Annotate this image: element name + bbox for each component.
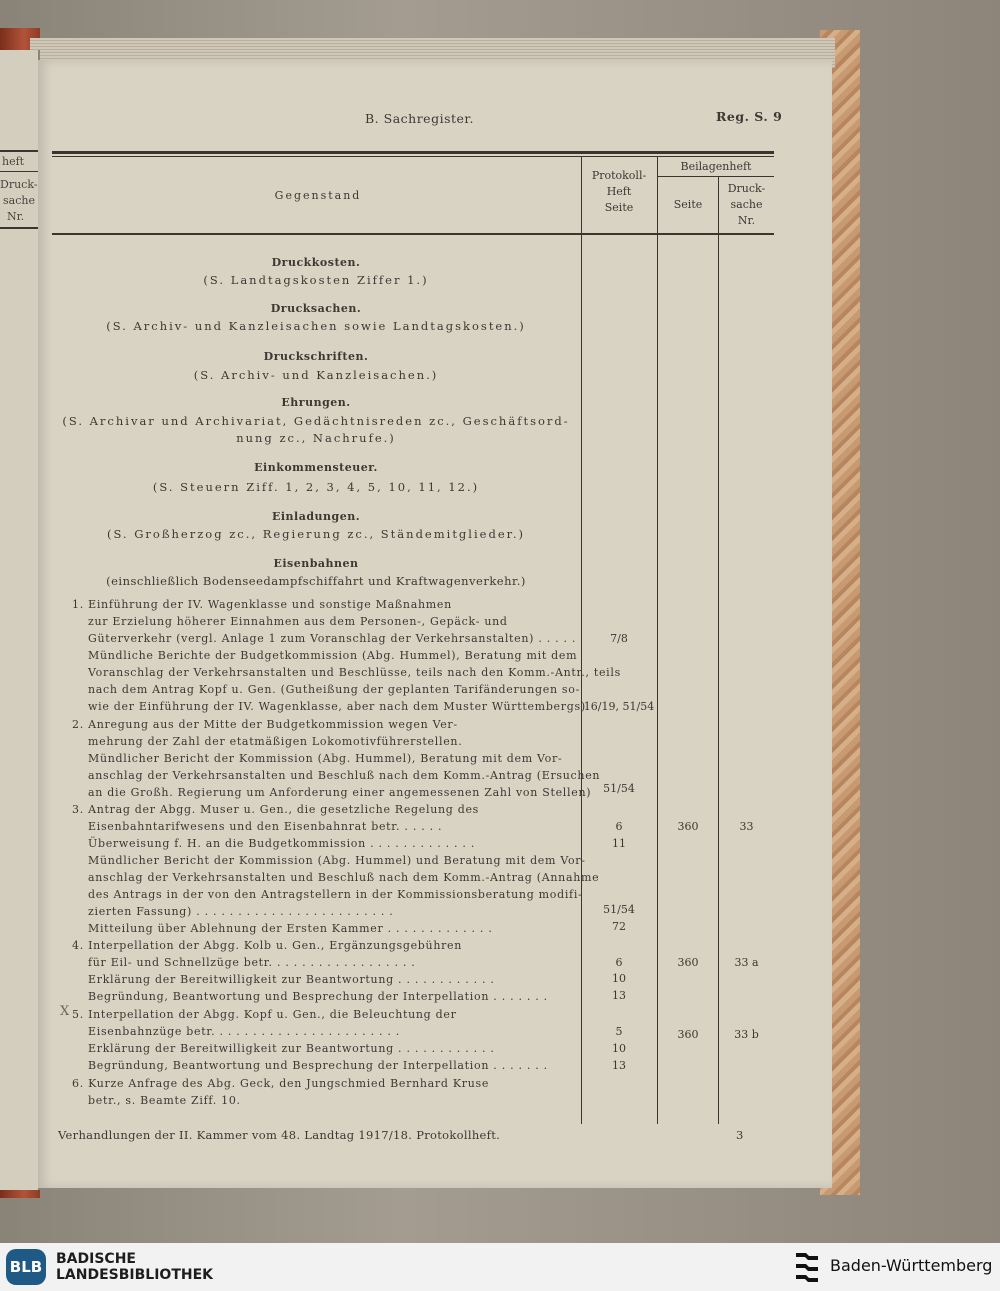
entry-line: Mündlicher Bericht der Kommission (Abg. Hummel) und Beratung mit dem Vor- xyxy=(88,854,586,867)
entry-line: Erklärung der Bereitwilligkeit zur Beantwortung . . . . . . . . . . . . xyxy=(88,1042,495,1055)
entry-line: wie der Einführung der IV. Wagenklasse, aber nach dem Muster Württembergs) xyxy=(88,700,586,713)
entry-line: 2. Anregung aus der Mitte der Budgetkommission wegen Ver- xyxy=(72,718,458,731)
supplement-page: 360 xyxy=(677,1028,699,1041)
prev-page-header: heft xyxy=(2,155,25,168)
printed-matter-number: 33 b xyxy=(734,1028,759,1041)
entry-line: des Antrags in der von den Antragstellern in der Kommissionsberatung modifi- xyxy=(88,888,583,901)
section-title: Druckkosten. xyxy=(271,256,361,269)
printed-matter-number: 33 a xyxy=(734,956,759,969)
section-title: Drucksachen. xyxy=(270,302,362,315)
library-name-line: BADISCHE xyxy=(56,1251,136,1267)
prev-page-col-3: Nr. xyxy=(7,210,25,223)
column-protocol-1: Protokoll- xyxy=(591,169,647,182)
column-printed-3: Nr. xyxy=(737,214,756,227)
section-title: Eisenbahnen xyxy=(273,557,359,570)
protocol-page: 10 xyxy=(612,1042,626,1055)
footer-sheet-number: 3 xyxy=(736,1128,744,1142)
entry-line: zierten Fassung) . . . . . . . . . . . . . . . . . . . . . . . . xyxy=(88,905,394,918)
protocol-page: 16/19, 51/54 xyxy=(583,700,655,713)
entry-line: Mündliche Berichte der Budgetkommission (Abg. Hummel), Beratung mit dem xyxy=(88,649,578,662)
blb-logo-icon: BLB xyxy=(6,1249,46,1285)
column-printed-2: sache xyxy=(730,198,763,211)
entry-line: 6. Kurze Anfrage des Abg. Geck, den Jungschmied Bernhard Kruse xyxy=(72,1077,490,1090)
entry-line: Erklärung der Bereitwilligkeit zur Beantwortung . . . . . . . . . . . . xyxy=(88,973,495,986)
supplement-page: 360 xyxy=(677,956,699,969)
column-protocol-3: Seite xyxy=(604,201,634,214)
protocol-page: 5 xyxy=(615,1025,623,1038)
entry-line: mehrung der Zahl der etatmäßigen Lokomotivführerstellen. xyxy=(88,735,463,748)
protocol-page: 6 xyxy=(615,820,623,833)
entry-line: 1. Einführung der IV. Wagenklasse und sonstige Maßnahmen xyxy=(72,598,452,611)
section-title: Druckschriften. xyxy=(263,350,369,363)
viewer-footer-bar xyxy=(0,1243,1000,1291)
section-reference: (S. Landtagskosten Ziffer 1.) xyxy=(203,273,429,287)
protocol-page: 10 xyxy=(612,972,626,985)
state-name: Baden-Württemberg xyxy=(830,1256,993,1275)
entry-line: Mitteilung über Ablehnung der Ersten Kammer . . . . . . . . . . . . . xyxy=(88,922,493,935)
entry-line: Eisenbahnzüge betr. . . . . . . . . . . . . . . . . . . . . . . xyxy=(88,1025,400,1038)
entry-line: anschlag der Verkehrsanstalten und Beschluß nach dem Komm.-Antrag (Annahme xyxy=(88,871,600,884)
library-name xyxy=(56,1251,213,1283)
entry-line: betr., s. Beamte Ziff. 10. xyxy=(88,1094,241,1107)
protocol-page: 13 xyxy=(612,989,626,1002)
entry-line: 4. Interpellation der Abgg. Kolb u. Gen., Ergänzungsgebühren xyxy=(72,939,463,952)
protocol-page: 6 xyxy=(615,956,623,969)
entry-line: Mündlicher Bericht der Kommission (Abg. Hummel), Beratung mit dem Vor- xyxy=(88,752,563,765)
state-lions-icon xyxy=(792,1249,822,1285)
section-title: Einkommensteuer. xyxy=(254,461,378,474)
column-supplement-page: Seite xyxy=(673,198,703,211)
printed-matter-number: 33 xyxy=(739,820,754,833)
pencil-margin-mark: X xyxy=(60,1004,70,1019)
section-reference: (einschließlich Bodenseedampfschiffahrt und Kraftwagenverkehr.) xyxy=(106,574,526,588)
protocol-page: 13 xyxy=(612,1059,626,1072)
library-name-line: LANDESBIBLIOTHEK xyxy=(56,1267,214,1283)
section-reference: (S. Archiv- und Kanzleisachen.) xyxy=(193,368,439,382)
section-reference: (S. Steuern Ziff. 1, 2, 3, 4, 5, 10, 11, 12.) xyxy=(152,480,480,494)
entry-line: zur Erzielung höherer Einnahmen aus dem Personen-, Gepäck- und xyxy=(88,615,508,628)
column-subject: Gegenstand xyxy=(274,189,362,202)
entry-line: an die Großh. Regierung um Anforderung einer angemessenen Zahl von Stellen) xyxy=(88,786,592,799)
protocol-page: 11 xyxy=(612,837,626,850)
section-title: Ehrungen. xyxy=(281,396,351,409)
protocol-page: 7/8 xyxy=(610,632,628,645)
entry-line: Überweisung f. H. an die Budgetkommission . . . . . . . . . . . . . xyxy=(88,837,476,850)
entry-line: anschlag der Verkehrsanstalten und Beschluß nach dem Komm.-Antrag (Ersuchen xyxy=(88,769,601,782)
prev-page-col-1: Druck- xyxy=(0,178,38,191)
section-reference: (S. Archivar und Archivariat, Gedächtnisreden zc., Geschäftsord- xyxy=(62,414,570,428)
section-reference: nung zc., Nachrufe.) xyxy=(236,431,396,445)
column-printed-1: Druck- xyxy=(727,182,766,195)
entry-line: Eisenbahntarifwesens und den Eisenbahnrat betr. . . . . . xyxy=(88,820,443,833)
entry-line: für Eil- und Schnellzüge betr. . . . . . . . . . . . . . . . . . xyxy=(88,956,416,969)
protocol-page: 72 xyxy=(612,920,626,933)
previous-page-strip xyxy=(0,50,40,1190)
entry-line: 5. Interpellation der Abgg. Kopf u. Gen., die Beleuchtung der xyxy=(72,1008,457,1021)
section-reference: (S. Archiv- und Kanzleisachen sowie Landtagskosten.) xyxy=(106,319,526,333)
protocol-page: 51/54 xyxy=(603,903,635,916)
section-reference: (S. Großherzog zc., Regierung zc., Ständemitglieder.) xyxy=(106,527,526,541)
register-page-number: Reg. S. 9 xyxy=(716,109,783,124)
protocol-page: 51/54 xyxy=(603,782,635,795)
supplement-page: 360 xyxy=(677,820,699,833)
register-page xyxy=(38,60,832,1188)
running-head: B. Sachregister. xyxy=(365,111,474,126)
page-footer: Verhandlungen der II. Kammer vom 48. Landtag 1917/18. Protokollheft. xyxy=(58,1128,501,1142)
column-supplement: Beilagenheft xyxy=(680,160,752,173)
section-title: Einladungen. xyxy=(271,510,361,523)
entry-line: Begründung, Beantwortung und Besprechung der Interpellation . . . . . . . xyxy=(88,990,548,1003)
entry-line: 3. Antrag der Abgg. Muser u. Gen., die gesetzliche Regelung des xyxy=(72,803,480,816)
entry-line: Begründung, Beantwortung und Besprechung der Interpellation . . . . . . . xyxy=(88,1059,548,1072)
entry-line: Voranschlag der Verkehrsanstalten und Beschlüsse, teils nach den Komm.-Antr., teils xyxy=(88,666,621,679)
entry-line: Güterverkehr (vergl. Anlage 1 zum Voranschlag der Verkehrsanstalten) . . . . . xyxy=(88,632,577,645)
entry-line: nach dem Antrag Kopf u. Gen. (Gutheißung der geplanten Tarifänderungen so- xyxy=(88,683,581,696)
column-protocol-2: Heft xyxy=(606,185,632,198)
prev-page-col-2: sache xyxy=(3,194,35,207)
